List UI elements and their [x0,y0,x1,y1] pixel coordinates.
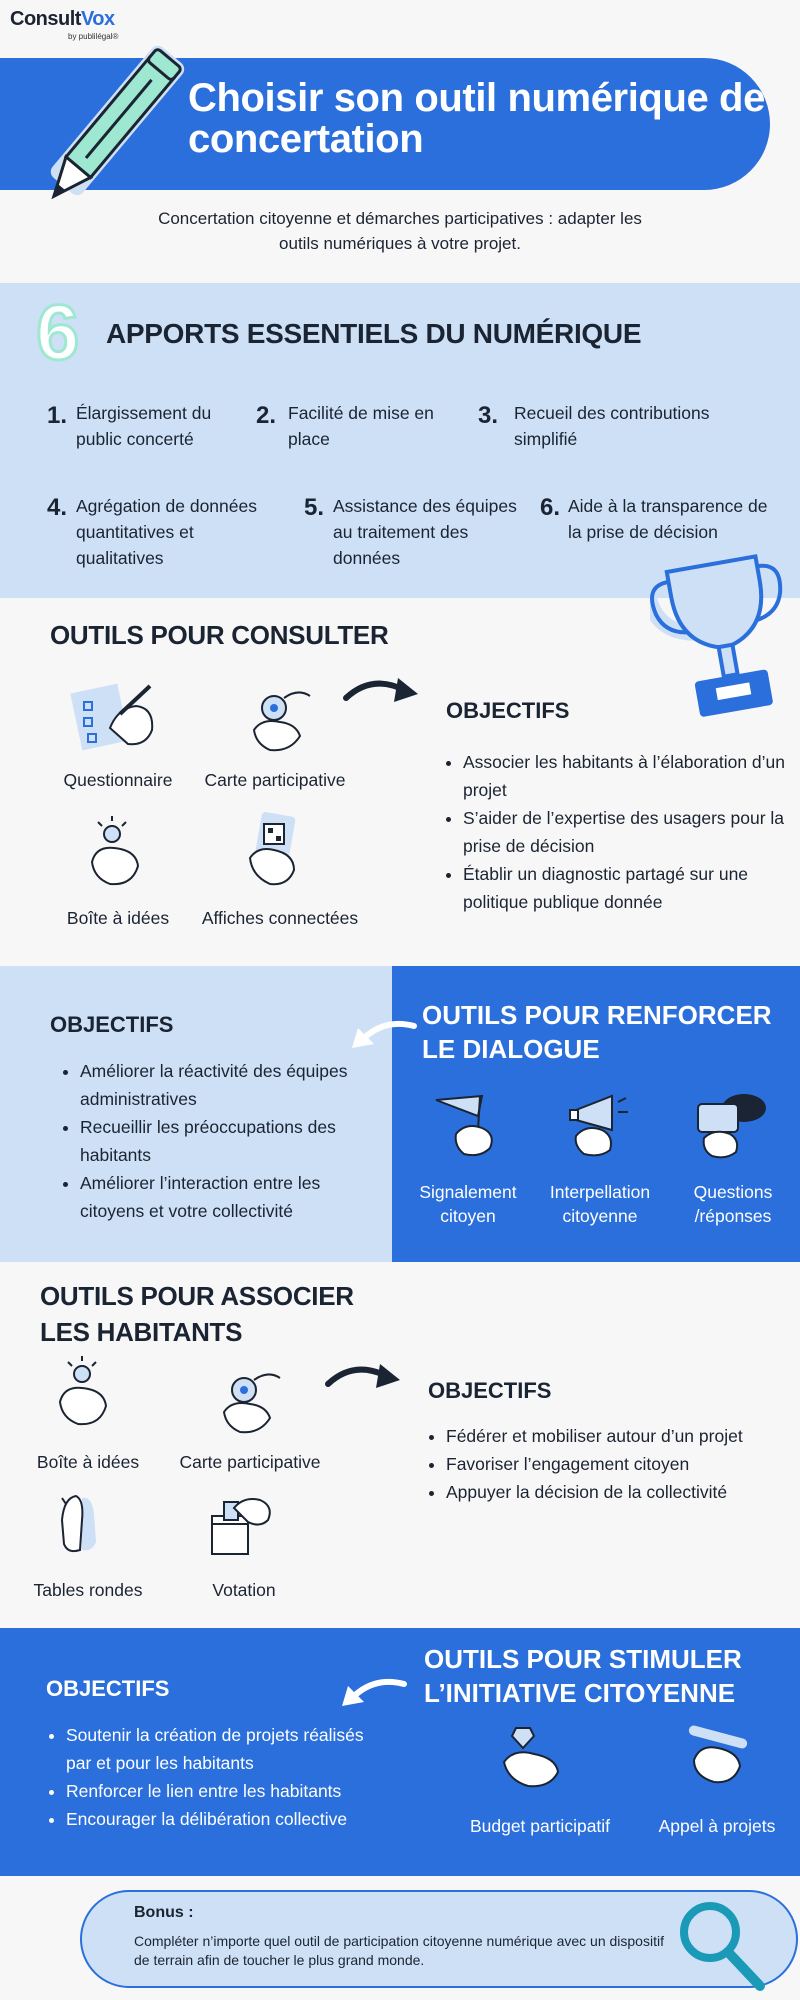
apport-1-text: Élargissement du public concerté [76,403,212,449]
apport-6-text: Aide à la transparence de la prise de décision [568,496,768,542]
arrow-left-icon [344,1018,418,1058]
arrow-left-icon [334,1676,408,1716]
signal-flag-hand-icon [432,1090,502,1160]
arrow-right-icon [342,672,422,712]
apport-4-number: 4. [47,494,68,521]
tool-carte-participative-label: Carte participative [179,1452,321,1472]
list-item: • S’aider de l’expertise des usagers pour la prise de décision [463,804,788,860]
page-subtitle: Concertation citoyenne et démarches participatives : adapter les outils numériques à votre projet. [158,209,642,253]
apport-2-number: 2. [256,402,277,429]
stimuler-title: OUTILS POUR STIMULER L’INITIATIVE CITOYENNE [424,1644,742,1708]
brand-name-b: Vox [80,8,115,30]
diamond-hand-icon [500,1720,570,1790]
dialogue-title: OUTILS POUR RENFORCER LE DIALOGUE [422,1000,772,1064]
apport-2-text: Facilité de mise en place [288,403,434,449]
tool-boite-idees-label: Boîte à idées [66,908,170,928]
list-item: • Favoriser l’engagement citoyen [446,1450,786,1478]
lightbulb-hand-icon [86,812,156,892]
consulter-objectifs-title: OBJECTIFS [446,698,570,723]
raised-hands-icon [52,1490,112,1560]
consulter-title: OUTILS POUR CONSULTER [50,620,389,650]
tool-carte-participative-label: Carte participative [204,770,346,790]
pencil-icon [24,34,194,224]
list-item: • Établir un diagnostic partagé sur une politique publique donnée [463,860,788,916]
tool-questionnaire-label: Questionnaire [63,770,173,790]
apports-title: APPORTS ESSENTIELS DU NUMÉRIQUE [106,318,642,349]
consulter-objectifs-list [443,748,788,916]
list-item: • Encourager la délibération collective [66,1805,386,1833]
pen-hand-icon [684,1720,754,1790]
apport-1-number: 1. [47,402,68,429]
tool-affiches-connectees-label: Affiches connectées [201,908,359,928]
list-item: • Soutenir la création de projets réalisés par et pour les habitants [66,1721,386,1777]
magnifier-icon [672,1894,772,1994]
apport-5-number: 5. [304,494,325,521]
brand-logo [10,8,115,31]
list-item: • Associer les habitants à l’élaboration d’un projet [463,748,788,804]
brand-tagline: by publilégal® [68,32,119,41]
tool-boite-idees-label: Boîte à idées [36,1452,140,1472]
map-pin-hand-icon [240,678,320,758]
list-item: • Renforcer le lien entre les habitants [66,1777,386,1805]
list-item: • Fédérer et mobiliser autour d’un projet [446,1422,786,1450]
dialogue-objectifs-title: OBJECTIFS [50,1012,174,1037]
apport-6-number: 6. [540,494,561,521]
tool-signalement-label: Signalement citoyen [419,1182,517,1226]
stimuler-objectifs-title: OBJECTIFS [46,1676,170,1701]
bonus-title: Bonus : [134,1904,194,1921]
questionnaire-icon [70,678,160,758]
apport-3-number: 3. [478,402,499,429]
apports-big-number: 6 [36,288,80,376]
list-item: • Améliorer la réactivité des équipes administratives [80,1057,380,1113]
associer-objectifs-list [426,1422,786,1506]
trophy-icon [650,548,800,738]
list-item: • Recueillir les préoccupations des habitants [80,1113,380,1169]
ballot-box-icon [208,1492,278,1558]
dialogue-objectifs-list [60,1057,380,1225]
tool-tables-rondes-label: Tables rondes [33,1580,143,1600]
speech-bubbles-hand-icon [690,1090,770,1160]
apport-4-text: Agrégation de données quantitatives et qualitatives [76,496,257,568]
tool-appel-projets-label: Appel à projets [658,1816,776,1836]
tool-interpellation-label: Interpellation citoyenne [549,1182,651,1226]
associer-title: OUTILS POUR ASSOCIER LES HABITANTS [40,1281,354,1347]
associer-objectifs-title: OBJECTIFS [428,1378,552,1403]
list-item: • Appuyer la décision de la collectivité [446,1478,786,1506]
list-item: • Améliorer l’interaction entre les citoyens et votre collectivité [80,1169,380,1225]
tool-votation-label: Votation [212,1580,276,1600]
stimuler-objectifs-list [46,1721,386,1833]
brand-name-a: Consult [10,8,81,30]
megaphone-hand-icon [566,1090,636,1160]
bonus-text: Compléter n’importe quel outil de participation citoyenne numérique avec un dispositif de terrain afin de toucher le plus grand monde. [134,1933,664,1968]
map-pin-hand-icon [210,1360,290,1440]
arrow-right-icon [324,1358,404,1398]
tool-questions-reponses-label: Questions /réponses [693,1182,773,1226]
qr-poster-icon [244,810,314,890]
apport-5-text: Assistance des équipes au traitement des données [333,496,517,568]
lightbulb-hand-icon [54,1352,124,1432]
page-title: Choisir son outil numérique de concertation [188,76,765,161]
tool-budget-participatif-label: Budget participatif [469,1816,611,1836]
apport-3-text: Recueil des contributions simplifié [514,403,710,449]
